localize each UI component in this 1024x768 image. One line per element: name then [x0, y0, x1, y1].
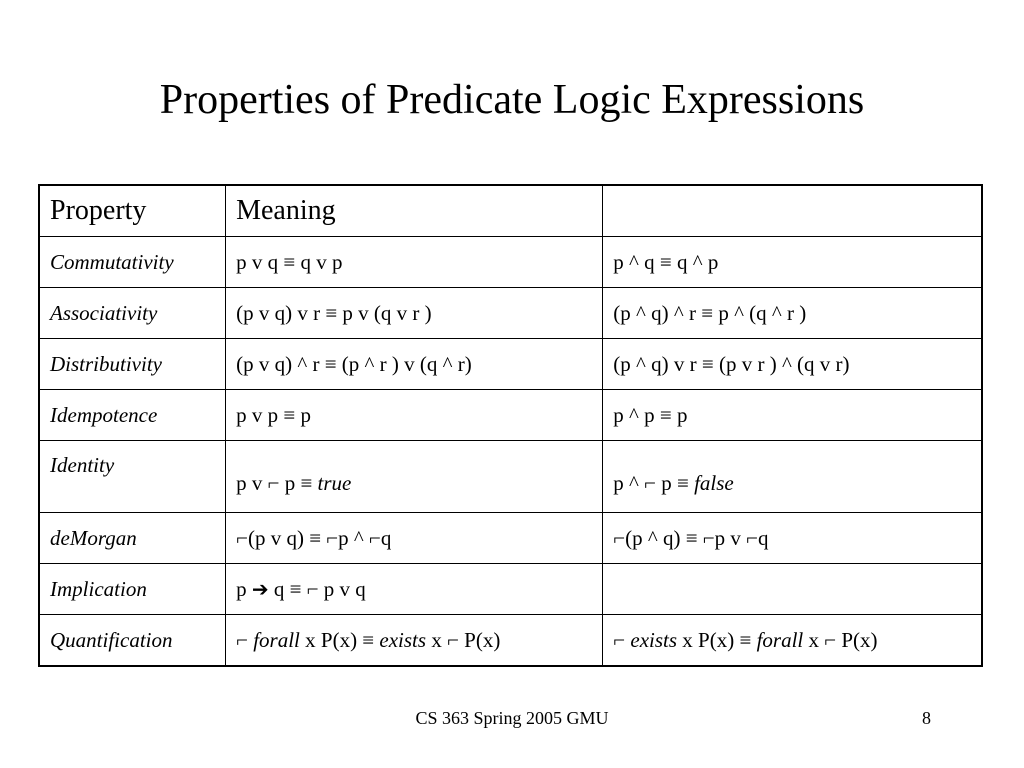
expression-text: ⌐ — [613, 627, 631, 652]
expression-text: x ⌐ P(x) — [426, 627, 501, 652]
table-row-commutativity — [39, 237, 982, 288]
property-name: Identity — [39, 441, 226, 513]
expression-text: x ⌐ P(x) — [803, 627, 878, 652]
expression-cell: p ^ q ≡ q ^ p — [603, 237, 982, 288]
expression-cell — [226, 441, 603, 513]
expression-cell — [603, 441, 982, 513]
table-row-idempotence — [39, 390, 982, 441]
header-meaning: Meaning — [226, 185, 603, 237]
expression-text: ⌐ — [236, 627, 254, 652]
expression-text: p — [236, 576, 252, 601]
expression-cell — [603, 615, 982, 667]
header-empty — [603, 185, 982, 237]
property-name: Implication — [39, 564, 226, 615]
table-header-row — [39, 185, 982, 237]
quantifier: forall — [756, 627, 804, 652]
expression-cell: (p ^ q) ^ r ≡ p ^ (q ^ r ) — [603, 288, 982, 339]
property-name: deMorgan — [39, 513, 226, 564]
truth-value: false — [694, 471, 734, 495]
expression-cell — [226, 615, 603, 667]
table-row-quantification — [39, 615, 982, 667]
truth-value: true — [317, 471, 352, 495]
property-name: Idempotence — [39, 390, 226, 441]
table-row-identity — [39, 441, 982, 513]
expression-cell: ⌐(p ^ q) ≡ ⌐p v ⌐q — [603, 513, 982, 564]
expression-cell — [603, 564, 982, 615]
properties-table — [38, 184, 983, 667]
expression-cell: (p v q) v r ≡ p v (q v r ) — [226, 288, 603, 339]
property-name: Distributivity — [39, 339, 226, 390]
property-name: Commutativity — [39, 237, 226, 288]
quantifier: exists — [630, 627, 678, 652]
table-row-demorgan — [39, 513, 982, 564]
slide-title: Properties of Predicate Logic Expressions — [159, 77, 865, 123]
property-name: Associativity — [39, 288, 226, 339]
expression-text: x P(x) ≡ — [299, 627, 380, 652]
table-row-distributivity — [39, 339, 982, 390]
slide-footer: CS 363 Spring 2005 GMU — [415, 708, 609, 728]
expression-cell: ⌐(p v q) ≡ ⌐p ^ ⌐q — [226, 513, 603, 564]
expression-cell: (p v q) ^ r ≡ (p ^ r ) v (q ^ r) — [226, 339, 603, 390]
header-property: Property — [39, 185, 226, 237]
quantifier: exists — [379, 627, 427, 652]
quantifier: forall — [253, 627, 300, 652]
expression-cell: (p ^ q) v r ≡ (p v r ) ^ (q v r) — [603, 339, 982, 390]
page-number: 8 — [922, 708, 931, 728]
property-name: Quantification — [39, 615, 226, 667]
table-row-associativity — [39, 288, 982, 339]
expression-text: p ^ ⌐ p ≡ — [613, 471, 695, 495]
expression-cell: p v p ≡ p — [226, 390, 603, 441]
implies-arrow-icon: ➔ — [251, 576, 269, 601]
table-row-implication — [39, 564, 982, 615]
expression-cell: p ^ p ≡ p — [603, 390, 982, 441]
expression-text: q ≡ ⌐ p v q — [268, 576, 366, 601]
expression-text: p v ⌐ p ≡ — [236, 471, 318, 495]
expression-cell: p v q ≡ q v p — [226, 237, 603, 288]
expression-cell — [226, 564, 603, 615]
expression-text: x P(x) ≡ — [677, 627, 757, 652]
